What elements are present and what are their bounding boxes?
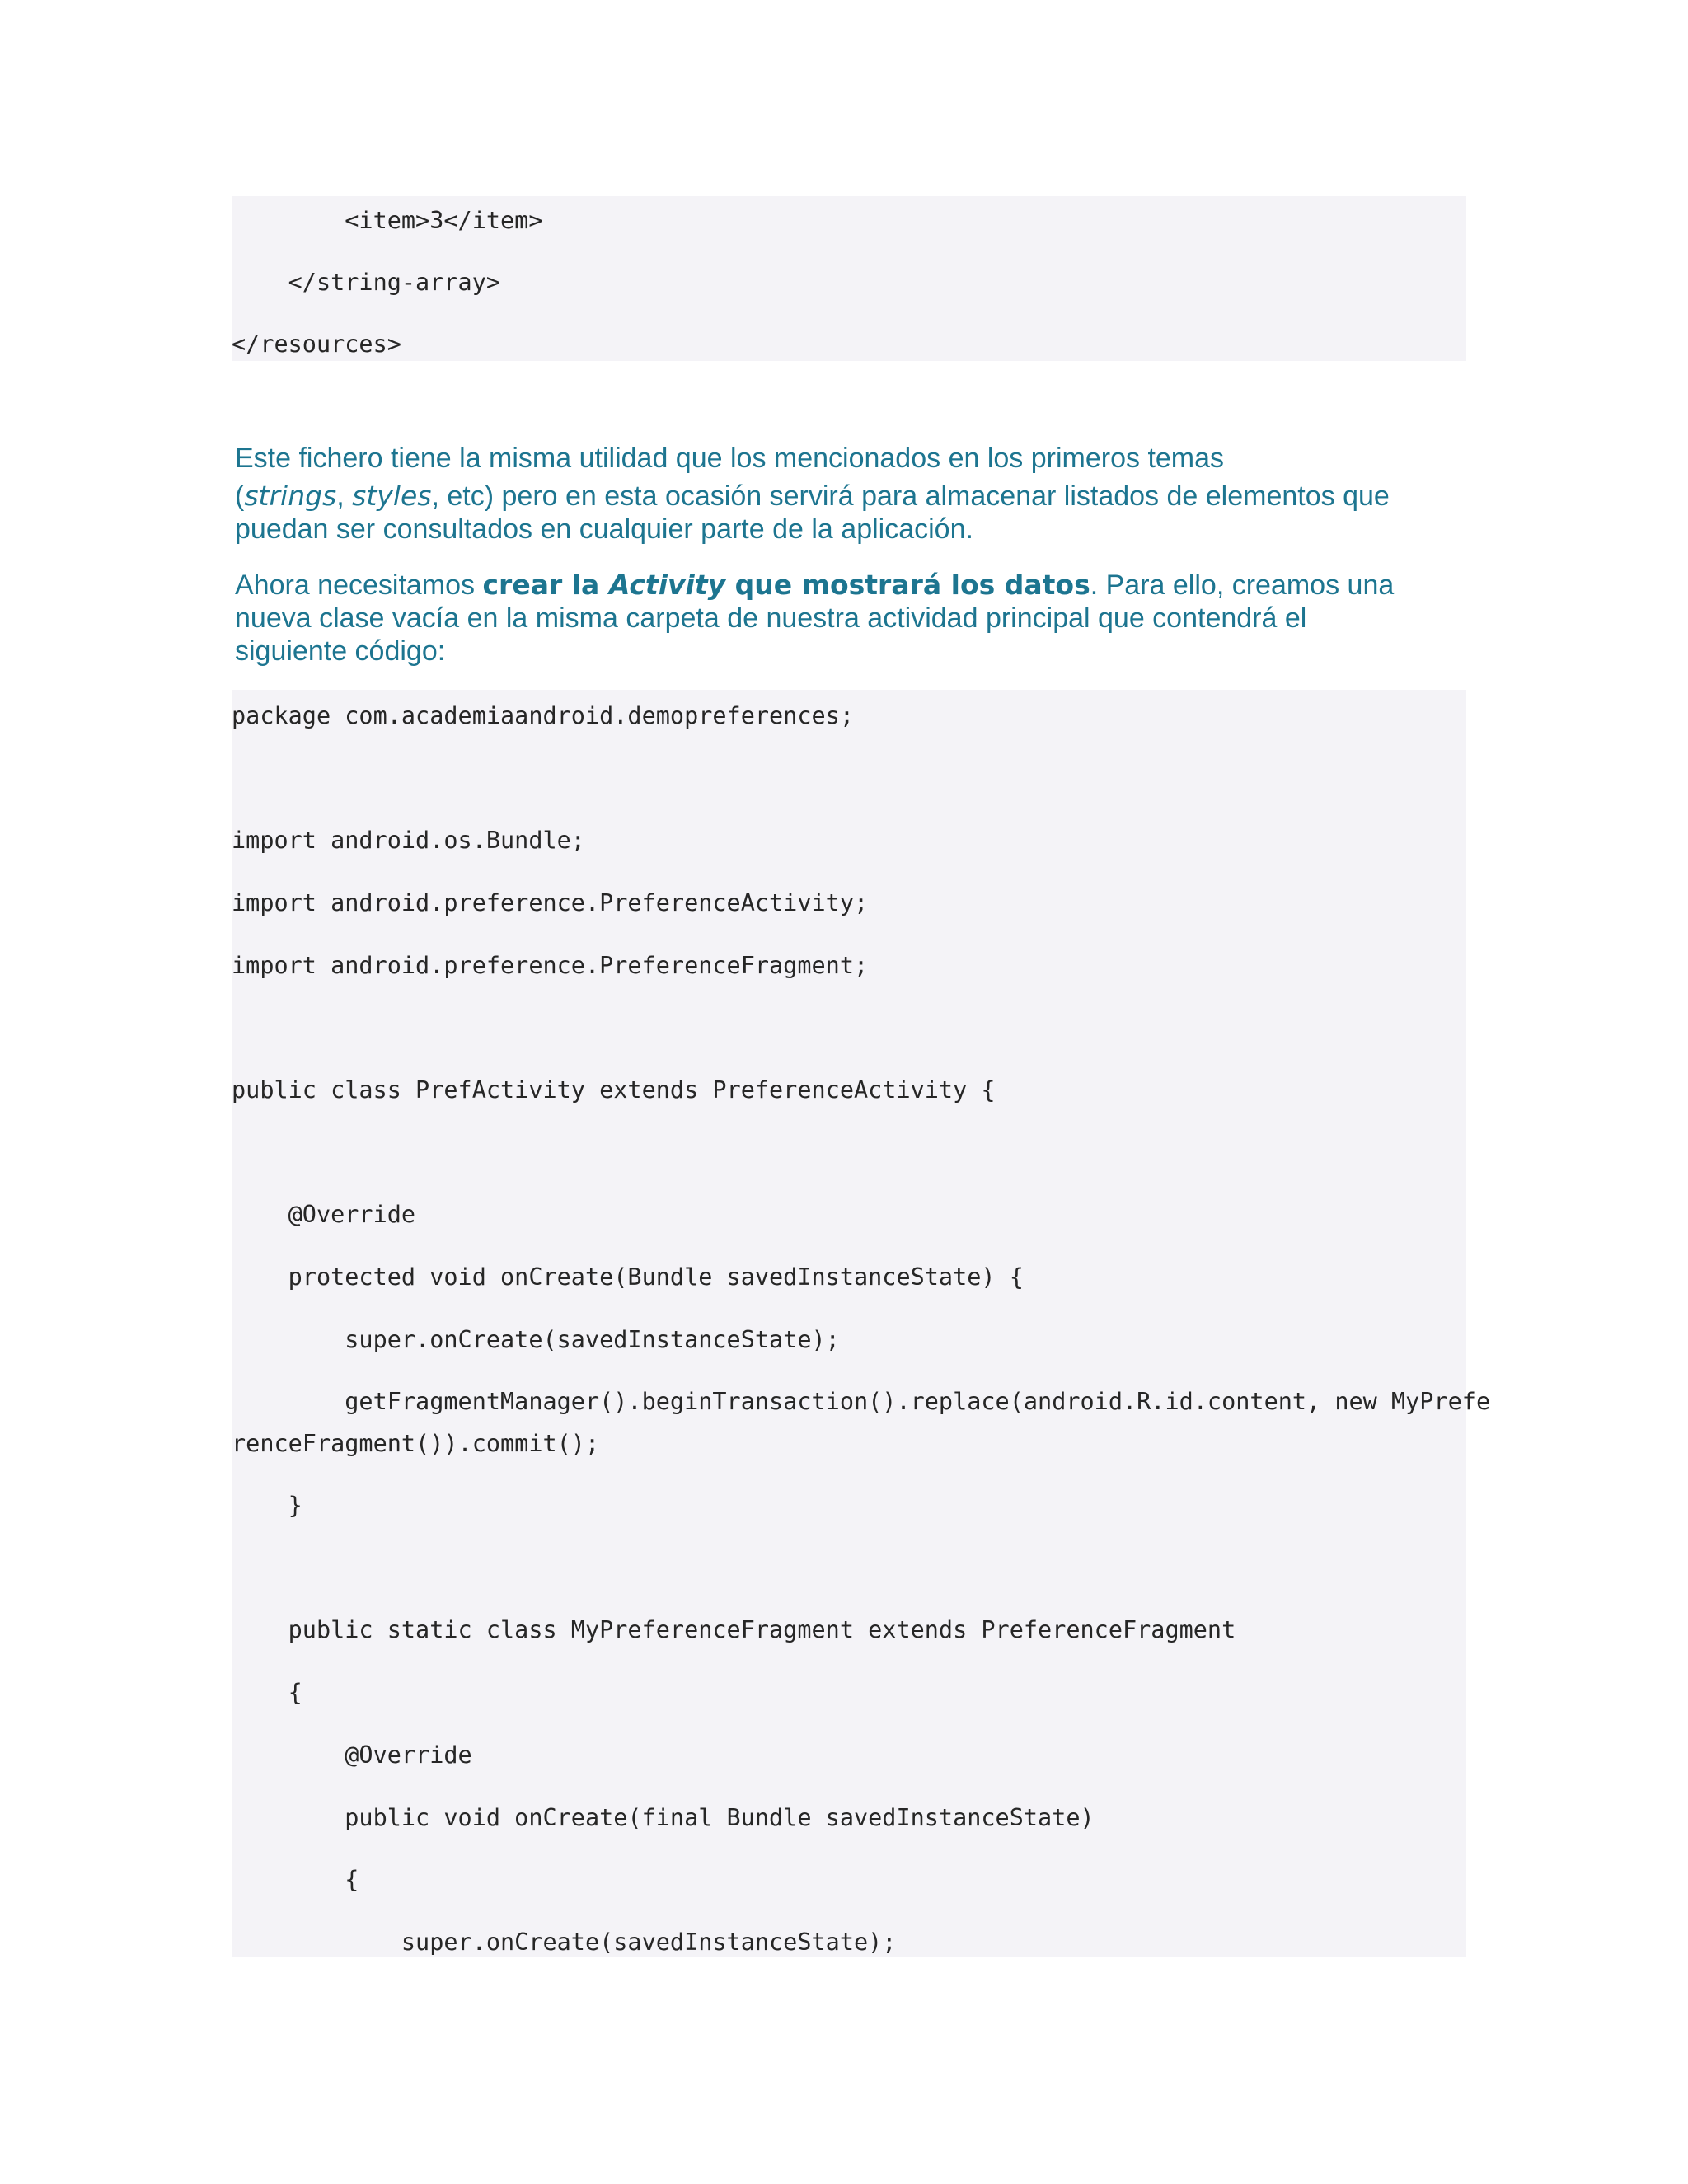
code-line: } — [232, 1492, 302, 1519]
text-fragment: ( — [235, 480, 245, 512]
code-line: protected void onCreate(Bundle savedInstanceState) { — [232, 1263, 1024, 1291]
code-block-xml-end — [232, 196, 1466, 361]
text-fragment: , — [336, 480, 353, 512]
code-line: public void onCreate(final Bundle savedInstanceState) — [232, 1804, 1095, 1831]
code-line: import android.preference.PreferenceFragment; — [232, 952, 869, 979]
code-line: <item>3</item> — [232, 207, 543, 234]
code-line: import android.preference.PreferenceActivity; — [232, 889, 869, 916]
code-line: renceFragment()).commit(); — [232, 1430, 600, 1457]
code-line: import android.os.Bundle; — [232, 827, 585, 854]
paragraph-instructions — [235, 569, 1471, 668]
paragraph-line: siguiente código: — [235, 635, 446, 667]
italic-term-strings: strings — [244, 480, 337, 512]
code-block-java — [232, 690, 1491, 1957]
bold-italic-term-activity: Activity — [608, 569, 726, 601]
text-fragment: Ahora necesitamos — [235, 569, 483, 601]
paragraph-line: Este fichero tiene la misma utilidad que los mencionados en los primeros temas — [235, 443, 1225, 474]
italic-term-styles: styles — [352, 480, 432, 512]
paragraph-line: puedan ser consultados en cualquier parte de la aplicación. — [235, 513, 973, 545]
paragraph-description — [235, 442, 1471, 546]
code-line: @Override — [232, 1741, 472, 1769]
code-line: public class PrefActivity extends PreferenceActivity { — [232, 1076, 996, 1104]
text-fragment: , etc) pero en esta ocasión servirá para almacenar listados de elementos que — [431, 480, 1390, 512]
code-line: { — [232, 1679, 302, 1706]
code-line: </string-array> — [232, 269, 501, 296]
bold-text: que mostrará los datos — [725, 569, 1090, 601]
code-line: package com.academiaandroid.demopreferences; — [232, 702, 854, 729]
code-line: super.onCreate(savedInstanceState); — [232, 1326, 840, 1353]
code-line: getFragmentManager().beginTransaction().replace(android.R.id.content, new MyPrefe — [232, 1388, 1491, 1415]
text-fragment: . Para ello, creamos una — [1090, 569, 1395, 601]
code-line: { — [232, 1866, 359, 1893]
code-line: super.onCreate(savedInstanceState); — [232, 1929, 897, 1956]
code-line: public static class MyPreferenceFragment extends PreferenceFragment — [232, 1616, 1236, 1643]
paragraph-line — [235, 569, 1471, 602]
paragraph-line: nueva clase vacía en la misma carpeta de nuestra actividad principal que contendrá el — [235, 602, 1307, 634]
paragraph-line — [235, 480, 1471, 513]
code-line: </resources> — [232, 330, 401, 358]
code-line: @Override — [232, 1201, 416, 1228]
bold-text: crear la — [482, 569, 609, 601]
